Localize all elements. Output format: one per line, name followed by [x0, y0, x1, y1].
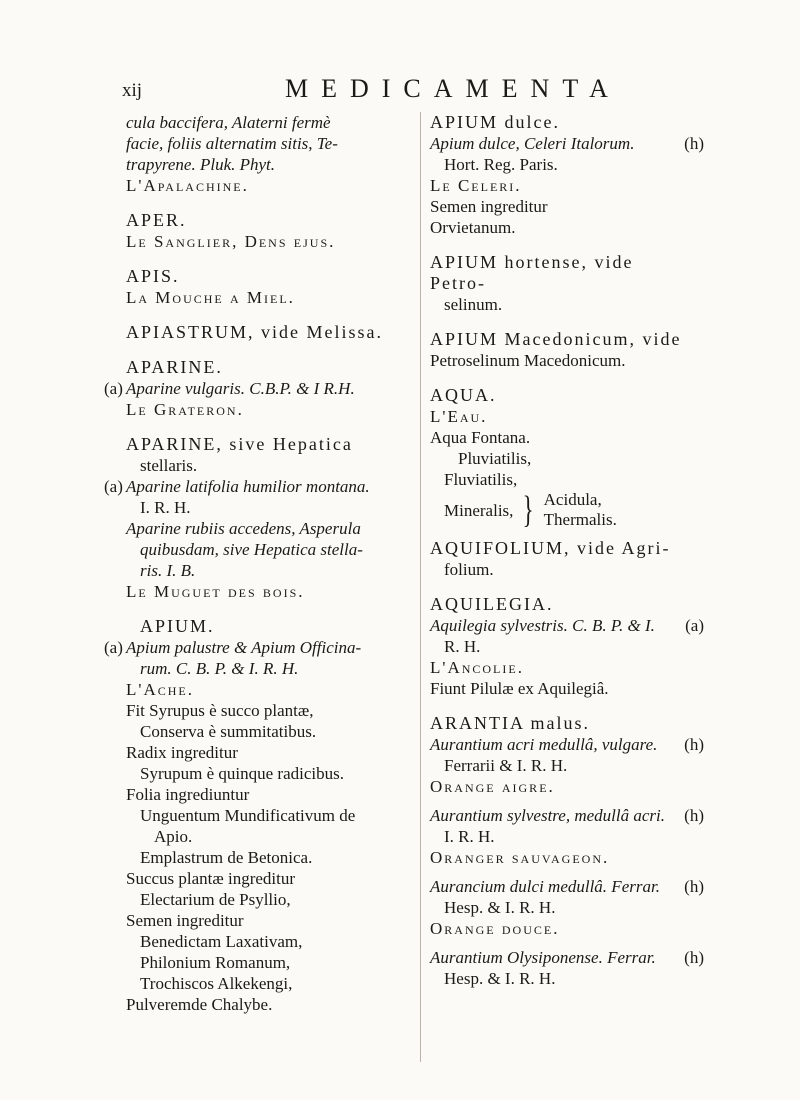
brace-group [430, 490, 692, 530]
text-line: Hesp. & I. R. H. [444, 898, 556, 917]
latin-name: Aurantium sylvestre, medullâ acri. [430, 806, 665, 825]
latin-name: Aurancium dulci medullâ. Ferrar. [430, 877, 660, 896]
text-line: I. R. H. [444, 827, 495, 846]
entry-heading: APARINE, sive Hepatica [126, 434, 353, 454]
french-name: L'Ancolie. [430, 658, 524, 677]
french-name: Le Muguet des bois. [126, 582, 305, 601]
reference-mark: (a) [104, 638, 123, 657]
reference-mark: (a) [685, 616, 704, 635]
usage-line: Trochiscos Alkekengi, [140, 974, 293, 993]
latin-name: quibusdam, sive Hepatica stella- [140, 540, 363, 559]
text-line: Mineralis, [444, 500, 514, 520]
reference-mark: (a) [104, 379, 123, 398]
entry-heading: APARINE. [126, 357, 223, 377]
french-name: Le Grateron. [126, 400, 244, 419]
text-line: cula baccifera, Alaterni fermè [126, 113, 331, 132]
entry-line [104, 476, 416, 497]
latin-name: Aparine vulgaris. C.B.P. & I R.H. [126, 379, 355, 398]
latin-name: ris. I. B. [140, 561, 196, 580]
usage-line: Orvietanum. [430, 218, 516, 237]
usage-line: Radix ingreditur [126, 743, 238, 762]
latin-name: Aquilegia sylvestris. C. B. P. & I. [430, 616, 655, 635]
french-name: Le Celeri. [430, 176, 522, 195]
usage-line: Syrupum è quinque radicibus. [140, 764, 344, 783]
usage-line: Emplastrum de Betonica. [140, 848, 313, 867]
entry-heading: AQUIFOLIUM, vide Agri- [430, 538, 671, 558]
reference-mark: (a) [104, 477, 123, 496]
usage-line: Succus plantæ ingreditur [126, 869, 296, 888]
french-name: L'Apalachine. [126, 176, 249, 195]
french-name: Orange aigre. [430, 777, 555, 796]
entry-heading: APIUM Macedonicum, vide [430, 329, 682, 349]
usage-line: Folia ingrediuntur [126, 785, 250, 804]
usage-line: Pulveremde Chalybe. [126, 995, 273, 1014]
entry-heading: APIUM. [140, 616, 215, 636]
text-line: Pluviatilis, [458, 449, 532, 468]
usage-line: Semen ingreditur [126, 911, 244, 930]
reference-mark: (h) [684, 806, 704, 825]
brace-glyph: } [523, 489, 535, 531]
entry-heading: ARANTIA malus. [430, 713, 590, 733]
column-divider [420, 112, 421, 1062]
entry-heading: APIS. [126, 266, 180, 286]
text-line: Thermalis. [543, 510, 617, 529]
reference-mark: (h) [684, 877, 704, 896]
reference-mark: (h) [684, 735, 704, 754]
latin-name: Aurantium Olysiponense. Ferrar. [430, 948, 656, 967]
text-line: Hort. Reg. Paris. [444, 155, 558, 174]
entry-heading: AQUA. [430, 385, 497, 405]
latin-name: Aurantium acri medullâ, vulgare. [430, 735, 658, 754]
french-name: Le Sanglier, Dens ejus. [126, 232, 336, 251]
entry-line [104, 378, 416, 399]
usage-line: Benedictam Laxativam, [140, 932, 303, 951]
text-line: Ferrarii & I. R. H. [444, 756, 568, 775]
text-line: R. H. [444, 637, 481, 656]
text-line: Hesp. & I. R. H. [444, 969, 556, 988]
running-head: MEDICAMENTA [285, 74, 621, 103]
text-line: stellaris. [140, 456, 198, 475]
entry-heading: APER. [126, 210, 187, 230]
latin-name: Aparine latifolia humilior montana. [126, 477, 370, 496]
latin-name: rum. C. B. P. & I. R. H. [140, 659, 299, 678]
usage-line: Philonium Romanum, [140, 953, 291, 972]
text-line: selinum. [444, 295, 503, 314]
usage-line: Unguentum Mundificativum de [140, 806, 356, 825]
french-name: L'Eau. [430, 407, 488, 426]
text-line: Aqua Fontana. [430, 428, 531, 447]
text-line: folium. [444, 560, 494, 579]
french-name: Oranger sauvageon. [430, 848, 610, 867]
usage-line: Apio. [154, 827, 193, 846]
text-line: Fluviatilis, [444, 470, 518, 489]
reference-mark: (h) [684, 948, 704, 967]
latin-name: Apium dulce, Celeri Italorum. [430, 134, 635, 153]
entry-line [430, 734, 704, 755]
right-column [430, 112, 704, 989]
entry-line [430, 947, 704, 968]
text-line: I. R. H. [140, 498, 191, 517]
text-line: Acidula, [543, 490, 602, 509]
entry-heading: APIUM hortense, vide Petro- [430, 252, 634, 293]
left-column [104, 112, 416, 1015]
latin-name: Apium palustre & Apium Officina- [126, 638, 362, 657]
entry-line [430, 805, 704, 826]
usage-line: Conserva è summitatibus. [140, 722, 317, 741]
usage-line: Electarium de Psyllio, [140, 890, 291, 909]
usage-line: Fiunt Pilulæ ex Aquilegiâ. [430, 679, 609, 698]
page-folio: xij [122, 80, 143, 101]
text-line: Petroselinum Macedonicum. [430, 351, 626, 370]
entry-line [430, 133, 704, 154]
entry-line [430, 615, 704, 636]
usage-line: Semen ingreditur [430, 197, 548, 216]
french-name: L'Ache. [126, 680, 194, 699]
entry-line [430, 876, 704, 897]
reference-mark: (h) [684, 134, 704, 153]
text-line: trapyrene. Pluk. Phyt. [126, 155, 276, 174]
usage-line: Fit Syrupus è succo plantæ, [126, 701, 314, 720]
entry-heading: AQUILEGIA. [430, 594, 554, 614]
entry-heading: APIUM dulce. [430, 112, 560, 132]
entry-line [104, 637, 416, 658]
text-line: facie, foliis alternatim sitis, Te- [126, 134, 338, 153]
latin-name: Aparine rubiis accedens, Asperula [126, 519, 361, 538]
french-name: La Mouche a Miel. [126, 288, 295, 307]
french-name: Orange douce. [430, 919, 560, 938]
entry-heading: APIASTRUM, vide Melissa. [126, 322, 384, 342]
